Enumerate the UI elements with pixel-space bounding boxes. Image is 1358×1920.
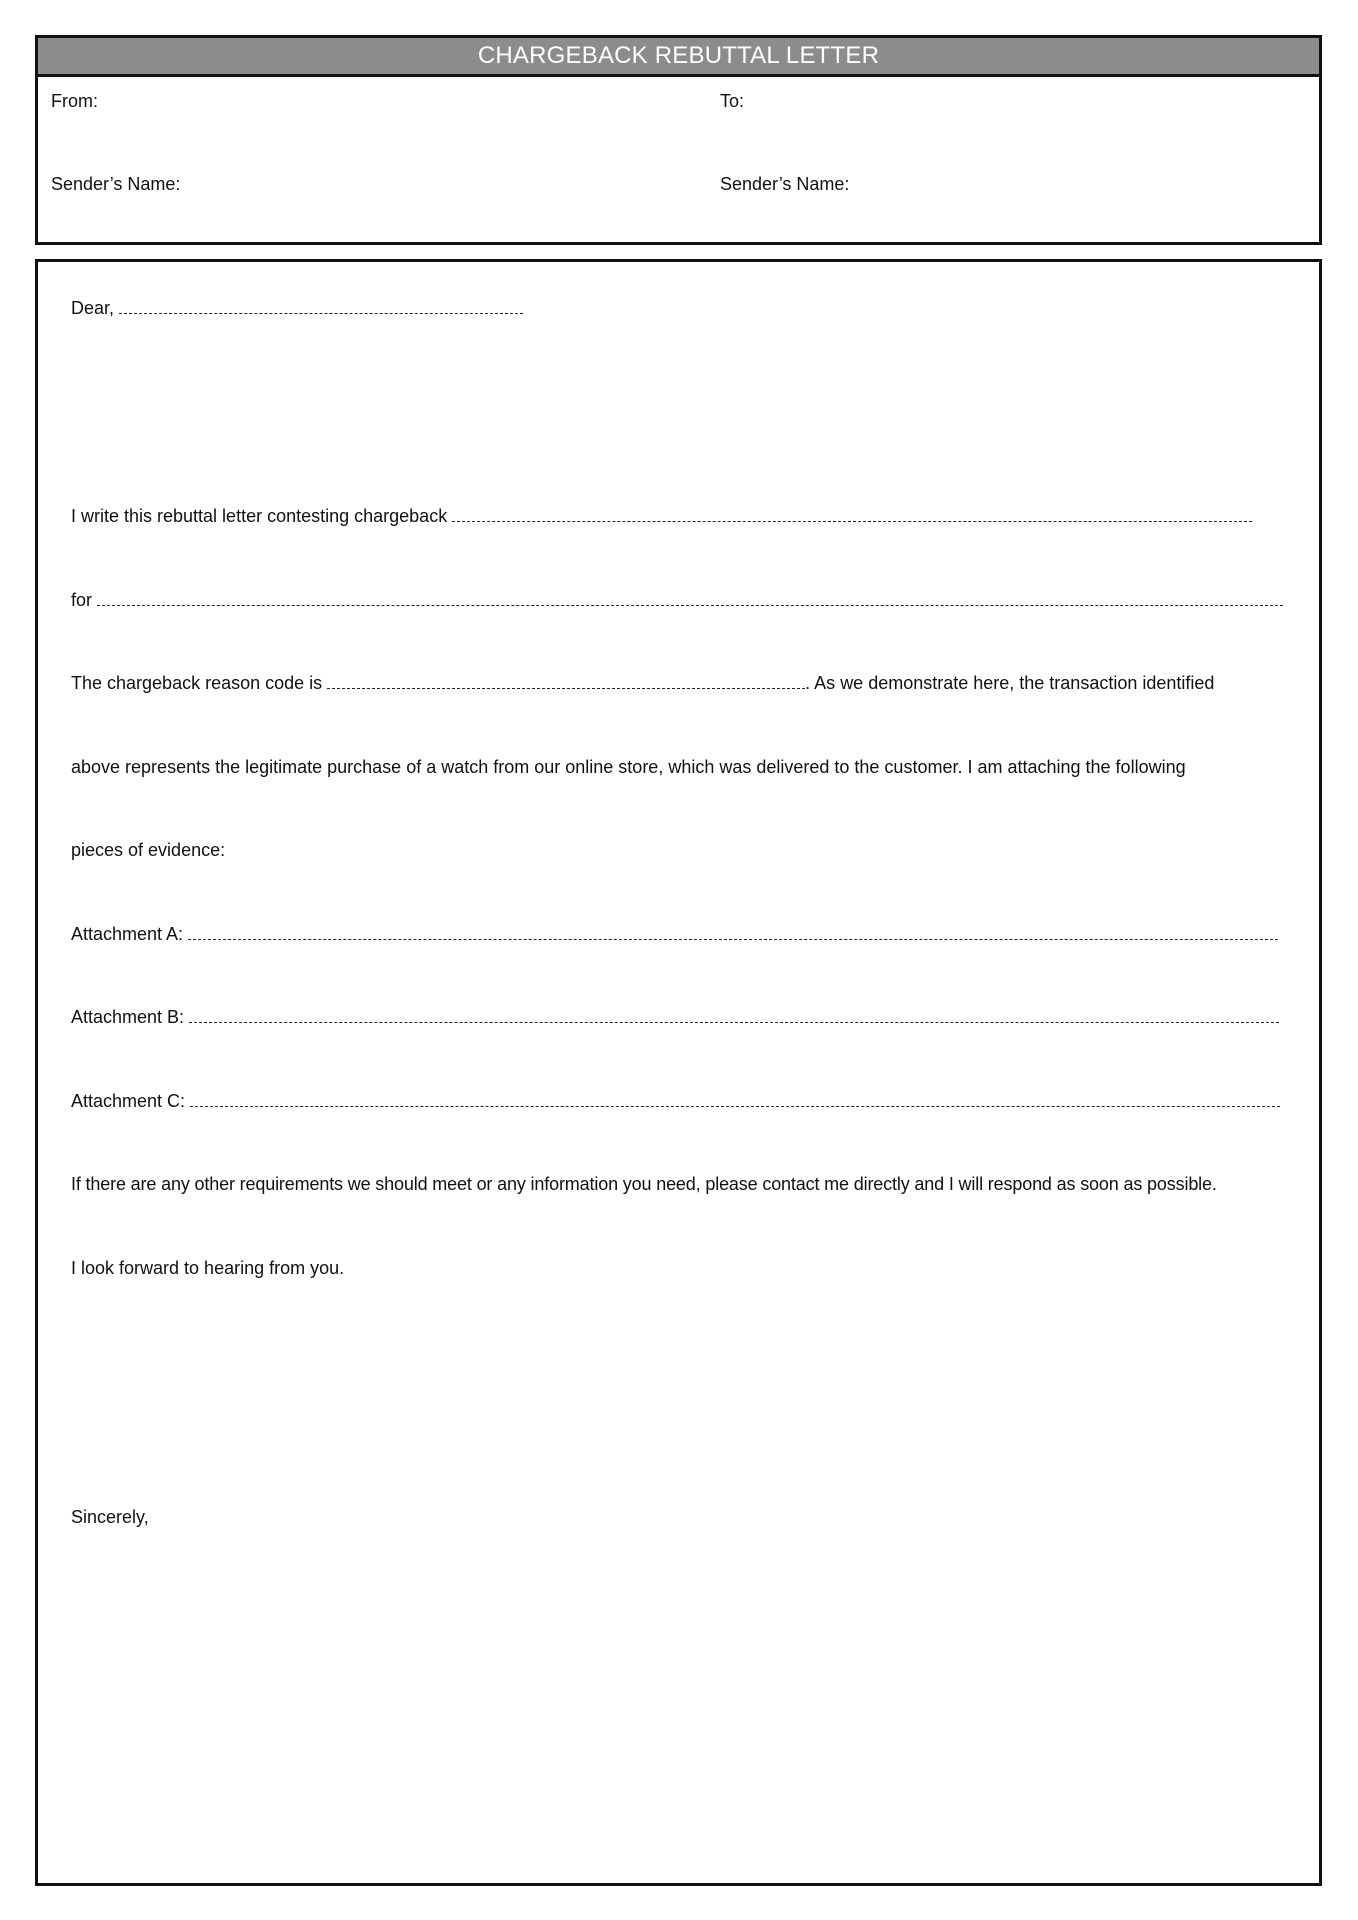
to-label: To: (720, 91, 745, 111)
reason-prefix-text: The chargeback reason code is (71, 673, 323, 693)
requirements-line: If there are any other requirements we should meet or any information you need, please contact me directly and I will respond as soon as possible. (71, 1174, 1217, 1194)
attachment-b-label: Attachment B: (71, 1007, 185, 1027)
from-label: From: (51, 91, 98, 111)
attachment-c-blank[interactable] (190, 1090, 1280, 1107)
attachment-c-label: Attachment C: (71, 1091, 186, 1111)
salutation-line (71, 296, 523, 320)
for-text: for (71, 590, 93, 610)
intro-line (71, 504, 1252, 528)
document-title: CHARGEBACK REBUTTAL LETTER (38, 38, 1319, 77)
recipient-blank[interactable] (119, 297, 523, 314)
salutation-text: Dear, (71, 298, 115, 318)
reason-code-blank[interactable] (327, 672, 805, 689)
attachment-b-blank[interactable] (189, 1006, 1279, 1023)
chargeback-id-blank[interactable] (452, 505, 1252, 522)
sender-name-left-label: Sender’s Name: (51, 174, 181, 194)
attachment-a-line (71, 922, 1278, 946)
reason-line (71, 671, 1214, 695)
header-box (35, 35, 1322, 245)
sender-name-right-label: Sender’s Name: (720, 174, 850, 194)
attachment-a-label: Attachment A: (71, 924, 184, 944)
letter-body (35, 259, 1322, 1886)
attachment-b-line (71, 1005, 1279, 1029)
attachment-a-blank[interactable] (188, 923, 1278, 940)
for-blank[interactable] (97, 589, 1283, 606)
forward-line: I look forward to hearing from you. (71, 1258, 345, 1278)
for-line (71, 588, 1283, 612)
purchase-line: above represents the legitimate purchase of a watch from our online store, which was delivered to the customer. I am attaching the following (71, 757, 1186, 777)
reason-suffix-text: . As we demonstrate here, the transaction identified (805, 673, 1215, 693)
attachment-c-line (71, 1089, 1280, 1113)
closing-line: Sincerely, (71, 1507, 149, 1527)
evidence-line: pieces of evidence: (71, 840, 226, 860)
intro-text: I write this rebuttal letter contesting chargeback (71, 506, 448, 526)
